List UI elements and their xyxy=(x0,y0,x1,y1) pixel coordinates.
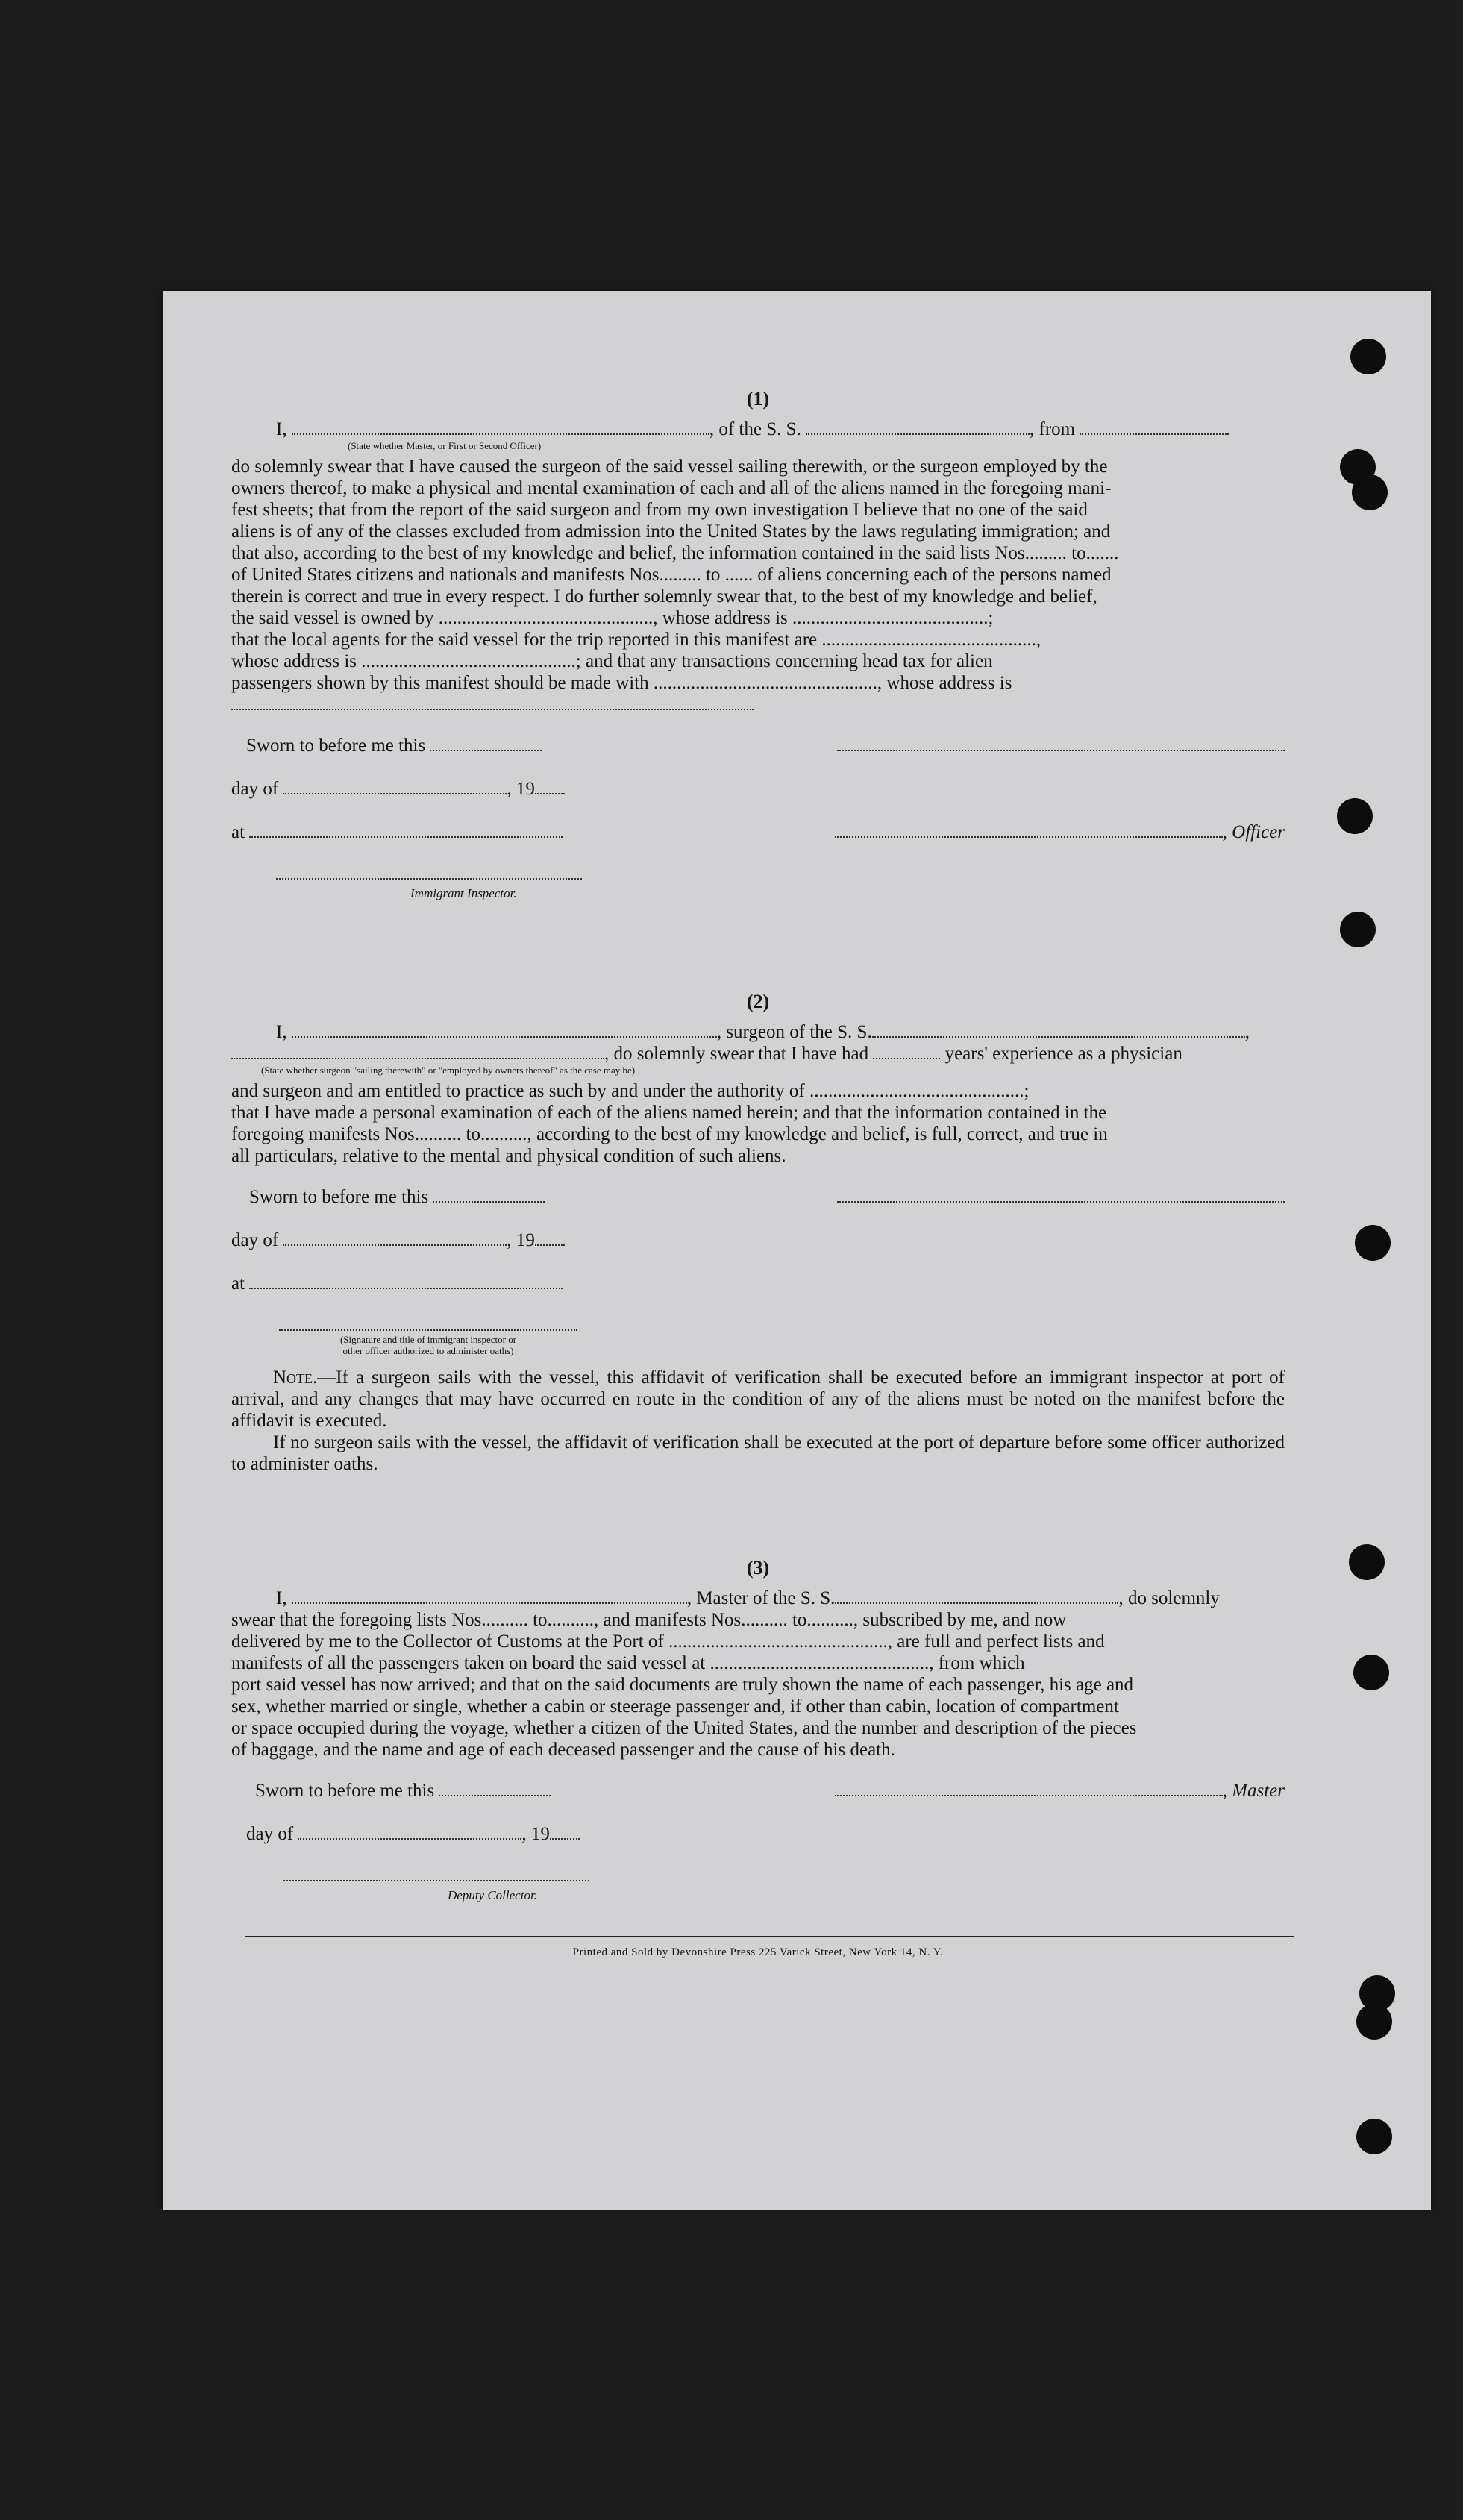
body-line: aliens is of any of the classes excluded from admission into the United States by the laws regulating immigration; and xyxy=(231,521,1111,542)
inspector-caption: Immigrant Inspector. xyxy=(410,886,517,900)
section-2 xyxy=(231,991,1285,1475)
oath-first-line xyxy=(231,1587,1285,1609)
note-text-1: —If a surgeon sails with the vessel, this affidavit of verification shall be executed before an immigrant inspector at port of arrival, and any changes that may have occurred en route in the condition of any of the aliens must be noted on the manifest before the affidavit is executed. xyxy=(231,1367,1285,1431)
master-signature-field xyxy=(835,1781,1223,1796)
place-field xyxy=(249,1274,563,1289)
field-caption: (State whether surgeon "sailing therewith" or "employed by owners thereof" as the case may be) xyxy=(261,1065,636,1076)
note-block xyxy=(231,1367,1285,1475)
master-name-field xyxy=(292,1589,687,1604)
inspector-signature-field xyxy=(279,1316,577,1331)
year-label: , 19 xyxy=(507,779,535,799)
day-field xyxy=(283,780,507,794)
body-line: foregoing manifests Nos.......... to.........., according to the best of my knowledge and belief, is full, correct, and true in xyxy=(231,1124,1108,1144)
at-row xyxy=(231,1273,1285,1316)
binder-hole xyxy=(1337,798,1373,834)
binder-hole xyxy=(1352,474,1388,510)
from-label: , from xyxy=(1030,419,1076,439)
printer-imprint: Printed and Sold by Devonshire Press 225 Varick Street, New York 14, N. Y. xyxy=(572,1946,944,1958)
at-row xyxy=(231,821,1285,865)
sworn-date-field xyxy=(433,1188,545,1203)
sworn-row xyxy=(231,1186,1285,1229)
year-field xyxy=(550,1825,580,1840)
master-title-label: , Master xyxy=(1222,1781,1285,1801)
place-field xyxy=(249,823,563,838)
at-label: at xyxy=(231,1273,245,1294)
body-line: fest sheets; that from the report of the said surgeon and from my own investigation I believe that no one of the said xyxy=(231,500,1088,520)
document-sheet xyxy=(163,291,1431,2210)
body-line: of United States citizens and nationals and manifests Nos......... to ...... of aliens concerning each of the persons named xyxy=(231,565,1112,585)
signature-field xyxy=(837,736,1285,751)
body-line: therein is correct and true in every respect. I do further solemnly swear that, to the best of my knowledge and belief, xyxy=(231,586,1097,607)
sworn-label: Sworn to before me this xyxy=(246,736,426,756)
sworn-row xyxy=(231,735,1285,778)
body-line: all particulars, relative to the mental and physical condition of such aliens. xyxy=(231,1146,786,1166)
body-line: delivered by me to the Collector of Customs at the Port of ..............................................., are full and perfect lists and xyxy=(231,1632,1105,1652)
binder-hole xyxy=(1340,912,1376,947)
oath-body xyxy=(231,1609,1285,1761)
years-field xyxy=(873,1044,940,1059)
oath-first-line: I, , surgeon of the S. S. , xyxy=(276,1022,1250,1042)
vessel-label: , of the S. S. xyxy=(709,419,801,439)
binder-hole xyxy=(1353,1655,1389,1690)
signature-caption-1: (Signature and title of immigrant inspector or xyxy=(339,1334,517,1345)
oath-body xyxy=(231,1080,1285,1167)
deputy-signature-field xyxy=(283,1867,589,1881)
day-row xyxy=(231,778,1285,821)
document-content xyxy=(231,388,1285,1963)
year-label: , 19 xyxy=(507,1230,535,1250)
section-number: (2) xyxy=(746,991,770,1012)
day-field xyxy=(298,1825,521,1840)
section-1 xyxy=(231,388,1285,904)
surgeon-signature-field xyxy=(837,1188,1285,1203)
body-line: whose address is ..............................................; and that any transactions concerning head tax for alien xyxy=(231,651,993,671)
signature-caption-2: other officer authorized to administer oaths) xyxy=(342,1345,514,1356)
pronoun-label: I, xyxy=(276,1022,287,1042)
experience-label: years' experience as a physician xyxy=(944,1044,1182,1064)
vessel-name-field xyxy=(872,1023,1245,1038)
body-line: owners thereof, to make a physical and mental examination of each and all of the aliens named in the foregoing mani- xyxy=(231,478,1112,498)
body-line: sex, whether married or single, whether a cabin or steerage passenger and, if other than cabin, location of compartment xyxy=(231,1696,1119,1717)
officer-label: , Officer xyxy=(1222,822,1285,842)
body-line: and surgeon and am entitled to practice as such by and under the authority of ..............................................; xyxy=(231,1081,1030,1101)
surgeon-name-field xyxy=(292,1023,717,1038)
inspector-signature-field xyxy=(276,865,582,880)
address-field xyxy=(231,695,754,710)
solemnly-label: , do solemnly xyxy=(1118,1588,1220,1608)
year-field xyxy=(535,780,565,794)
vessel-name-field xyxy=(835,1589,1118,1604)
master-label: , Master of the S. S. xyxy=(686,1588,836,1608)
binder-hole xyxy=(1349,1544,1385,1580)
section-number: (1) xyxy=(746,388,770,410)
body-line: swear that the foregoing lists Nos.......... to.........., and manifests Nos.......... to.........., subscribed by me, and now xyxy=(231,1610,1067,1630)
deputy-caption: Deputy Collector. xyxy=(448,1888,537,1902)
body-line: manifests of all the passengers taken on board the said vessel at ..............................................., from which xyxy=(231,1653,1025,1673)
oath-first-line xyxy=(231,419,1285,440)
swear-label: , do solemnly swear that I have had xyxy=(604,1044,869,1064)
body-line: port said vessel has now arrived; and that on the said documents are truly shown the name of each passenger, his age and xyxy=(231,1675,1134,1695)
pronoun-label: I, xyxy=(276,419,287,439)
sworn-row xyxy=(231,1780,1285,1823)
body-line: the said vessel is owned by .............................................., whose address is ..........................................; xyxy=(231,608,994,628)
note-label: Note. xyxy=(273,1367,318,1388)
binder-hole xyxy=(1356,2119,1392,2154)
binder-hole xyxy=(1356,2004,1392,2040)
sworn-label: Sworn to before me this xyxy=(255,1781,435,1801)
officer-signature-field xyxy=(835,823,1223,838)
body-line: that I have made a personal examination of each of the aliens named herein; and that the information contained in the xyxy=(231,1103,1107,1123)
oath-second-line xyxy=(231,1043,1285,1065)
field-caption: (State whether Master, or First or Second Officer) xyxy=(348,440,542,451)
port-field xyxy=(1080,420,1229,435)
body-line: passengers shown by this manifest should be made with ................................................, whose address is xyxy=(231,673,1012,693)
at-label: at xyxy=(231,822,245,842)
year-field xyxy=(535,1231,565,1246)
binder-hole xyxy=(1350,339,1386,374)
binder-hole xyxy=(1355,1225,1391,1261)
oath-body xyxy=(231,456,1285,715)
surgeon-status-field xyxy=(231,1044,604,1059)
pronoun-label: I, xyxy=(276,1588,287,1608)
note-text-2: If no surgeon sails with the vessel, the affidavit of verification shall be executed at the port of departure before some officer authorized to administer oaths. xyxy=(231,1432,1285,1474)
body-line: or space occupied during the voyage, whether a citizen of the United States, and the number and description of the pieces xyxy=(231,1718,1137,1738)
sworn-date-field xyxy=(439,1781,551,1796)
day-of-label: day of xyxy=(231,1230,279,1250)
day-row xyxy=(231,1823,1285,1867)
body-line xyxy=(231,694,1285,715)
body-line: that the local agents for the said vessel for the trip reported in this manifest are .............................................., xyxy=(231,630,1041,650)
day-row xyxy=(231,1229,1285,1273)
vessel-name-field xyxy=(806,420,1030,435)
footer-rule xyxy=(245,1936,1294,1937)
day-of-label: day of xyxy=(246,1824,294,1844)
sworn-label: Sworn to before me this xyxy=(249,1187,429,1207)
officer-rank-field xyxy=(292,420,709,435)
body-line: of baggage, and the name and age of each deceased passenger and the cause of his death. xyxy=(231,1740,895,1760)
year-label: , 19 xyxy=(521,1824,550,1844)
day-of-label: day of xyxy=(231,779,279,799)
body-line: do solemnly swear that I have caused the surgeon of the said vessel sailing therewith, or the surgeon employed by the xyxy=(231,457,1108,477)
section-number: (3) xyxy=(746,1557,770,1579)
sworn-date-field xyxy=(430,736,542,751)
body-line: that also, according to the best of my knowledge and belief, the information contained in the said lists Nos......... to....... xyxy=(231,543,1119,563)
surgeon-label: , surgeon of the S. S. xyxy=(716,1022,872,1042)
section-3 xyxy=(231,1557,1285,1906)
day-field xyxy=(283,1231,507,1246)
